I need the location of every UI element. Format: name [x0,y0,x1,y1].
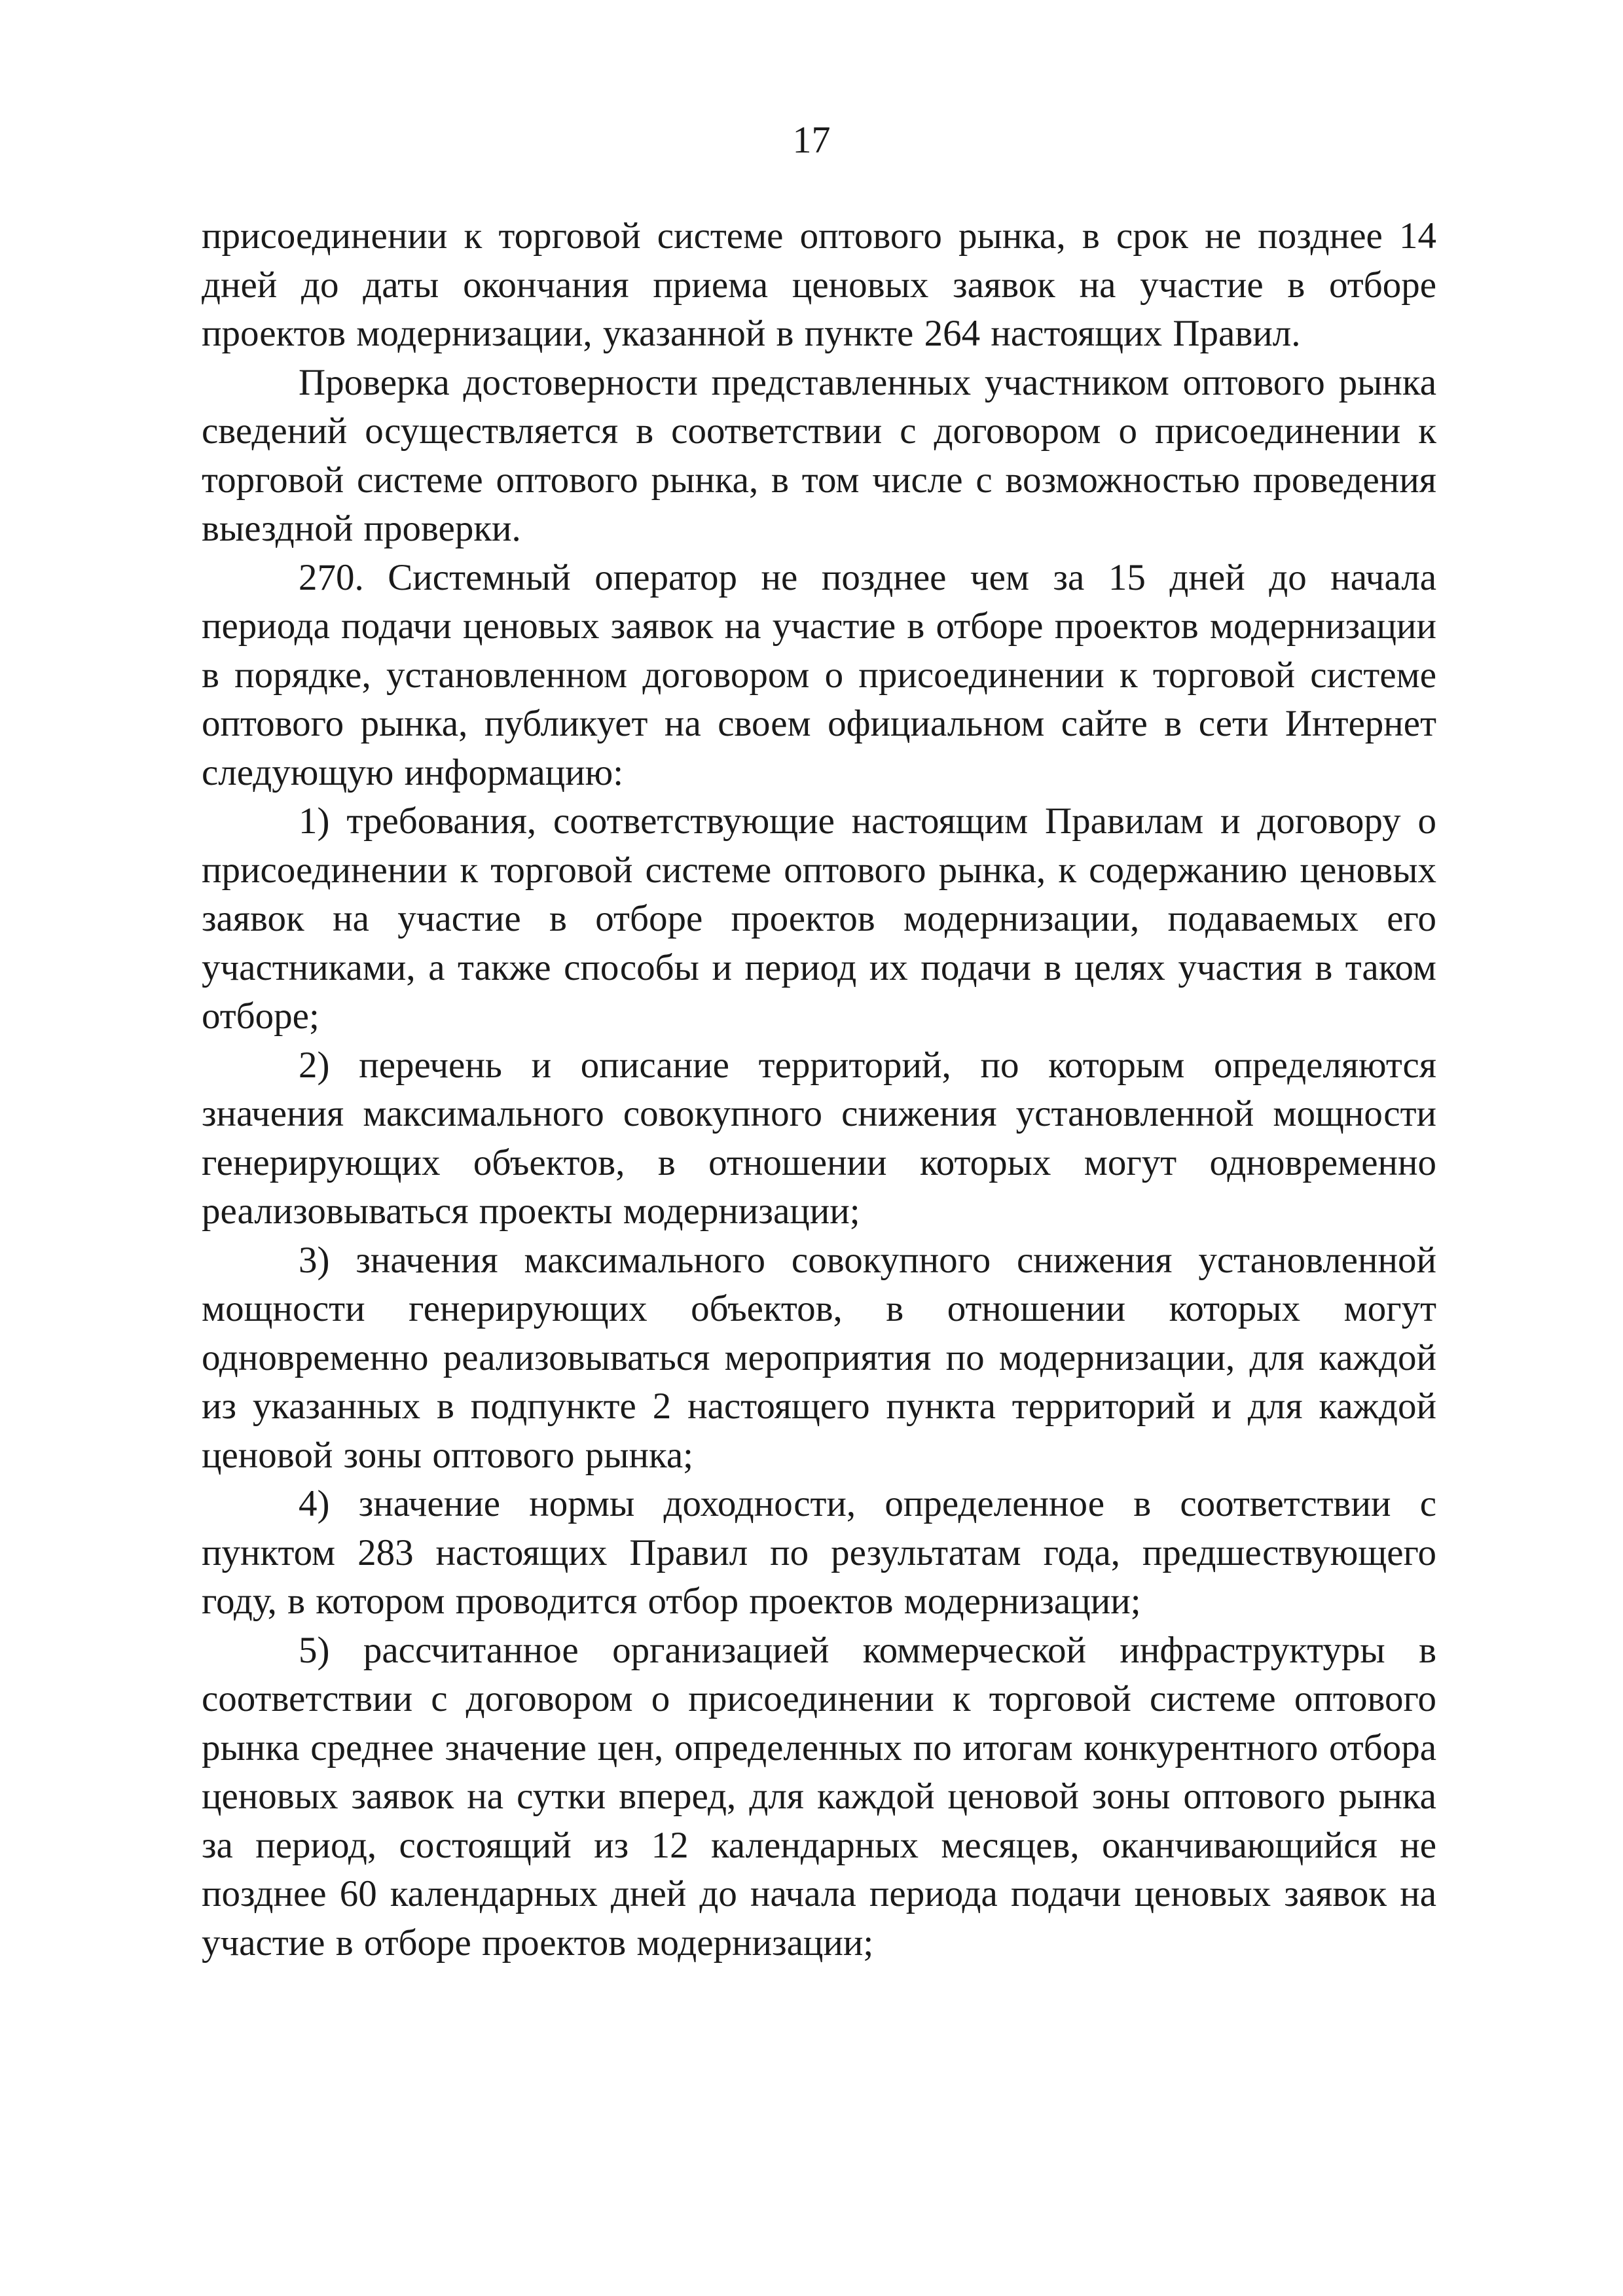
paragraph-verification: Проверка достоверности представленных участником оптового рынка сведений осуществляется в соответствии с договором о присоединении к торговой системе оптового рынка, в том числе с возможностью проведения выездной проверки. [202,361,1436,549]
list-item-3: 3) значения максимального совокупного снижения установленной мощности генерирующих объектов, в отношении которых могут одновременно реализовываться мероприятия по модернизации, для каждой из указанных в подпункте 2 настоящего пункта территорий и для каждой ценовой зоны оптового рынка; [202,1239,1436,1476]
list-item-4: 4) значение нормы доходности, определенное в соответствии с пунктом 283 настоящих Правил по результатам года, предшествующего году, в котором проводится отбор проектов модернизации; [202,1483,1436,1622]
list-item-2: 2) перечень и описание территорий, по которым определяются значения максимального совокупного снижения установленной мощности генерирующих объектов, в отношении которых могут одновременно реализовываться проекты модернизации; [202,1044,1436,1232]
list-item-5: 5) рассчитанное организацией коммерческой инфраструктуры в соответствии с договором о присоединении к торговой системе оптового рынка среднее значение цен, определенных по итогам конкурентного отбора ценовых заявок на сутки вперед, для каждой ценовой зоны оптового рынка за период, состоящий из 12 календарных месяцев, оканчивающийся не позднее 60 календарных дней до начала периода подачи ценовых заявок на участие в отборе проектов модернизации; [202,1629,1436,1964]
paragraph-clause-270: 270. Системный оператор не позднее чем за 15 дней до начала периода подачи ценовых заявок на участие в отборе проектов модернизации в порядке, установленном договором о присоединении к торговой системе оптового рынка, публикует на своем официальном сайте в сети Интернет следующую информацию: [202,556,1436,793]
list-item-1: 1) требования, соответствующие настоящим Правилам и договору о присоединении к торговой системе оптового рынка, к содержанию ценовых заявок на участие в отборе проектов модернизации, подаваемых его участниками, а также способы и период их подачи в целях участия в таком отборе; [202,800,1436,1037]
page-number: 17 [792,118,831,161]
document-body [202,212,1436,1967]
paragraph-continuation: присоединении к торговой системе оптового рынка, в срок не позднее 14 дней до даты окончания приема ценовых заявок на участие в отборе проектов модернизации, указанной в пункте 264 настоящих Правил. [202,215,1436,354]
